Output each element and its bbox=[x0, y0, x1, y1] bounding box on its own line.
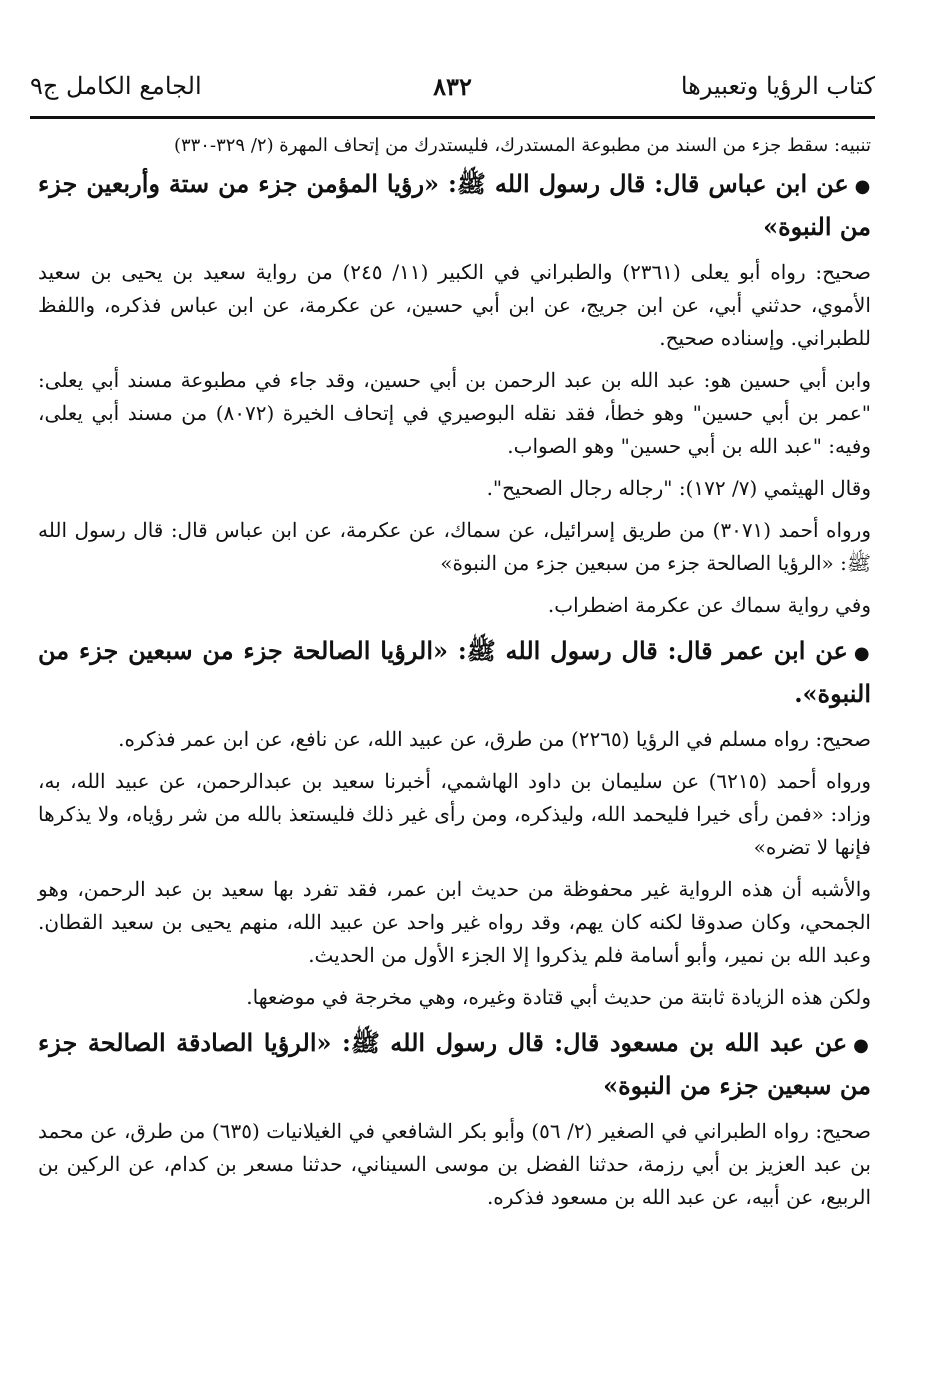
hadith-paragraph bbox=[38, 164, 871, 247]
commentary-paragraph bbox=[38, 514, 871, 580]
running-header bbox=[30, 66, 875, 110]
paragraph-text: صحيح: رواه أبو يعلى (٢٣٦١) والطبراني في الكبير (١١/ ٢٤٥) من رواية سعيد بن يحيى بن سعيد الأموي، حدثني أبي، عن ابن جريج، عن ابن أبي حسين، عن عكرمة، عن ابن عباس فذكره، واللفظ للطبراني. وإسناده صحيح. bbox=[38, 260, 871, 350]
bullet-icon: ● bbox=[853, 1035, 871, 1056]
hadith-paragraph bbox=[38, 631, 871, 714]
paragraph-text: ورواه أحمد (٣٠٧١) من طريق إسرائيل، عن سماك، عن عكرمة، عن ابن عباس قال: قال رسول الله ﷺ: «الرؤيا الصالحة جزء من سبعين جزء من النبوة» bbox=[38, 518, 871, 575]
paragraph-text: عن عبد الله بن مسعود قال: قال رسول الله ﷺ: «الرؤيا الصادقة الصالحة جزء من سبعين جزء من النبوة» bbox=[38, 1028, 871, 1100]
page-number: ٨٣٢ bbox=[433, 72, 472, 101]
book-title: كتاب الرؤيا وتعبيرها bbox=[680, 72, 875, 100]
note-paragraph bbox=[38, 132, 871, 160]
commentary-paragraph bbox=[38, 873, 871, 972]
paragraph-text: ولكن هذه الزيادة ثابتة من حديث أبي قتادة وغيره، وهي مخرجة في موضعها. bbox=[246, 985, 871, 1009]
commentary-paragraph bbox=[38, 723, 871, 756]
paragraph-text: ورواه أحمد (٦٢١٥) عن سليمان بن داود الهاشمي، أخبرنا سعيد بن عبدالرحمن، عن عبيد الله، به، وزاد: «فمن رأى خيرا فليحمد الله، وليذكره، ومن رأى غير ذلك فليستعذ بالله من شر رؤياه، ولا يذكرها فإنها لا تضره» bbox=[38, 769, 871, 859]
page-content bbox=[38, 132, 871, 1223]
paragraph-text: وفي رواية سماك عن عكرمة اضطراب. bbox=[547, 593, 871, 617]
paragraph-text: عن ابن عباس قال: قال رسول الله ﷺ: «رؤيا المؤمن جزء من ستة وأربعين جزء من النبوة» bbox=[38, 169, 871, 241]
bullet-icon: ● bbox=[853, 643, 871, 664]
commentary-paragraph bbox=[38, 364, 871, 463]
paragraph-text: وابن أبي حسين هو: عبد الله بن عبد الرحمن بن أبي حسين، وقد جاء في مطبوعة مسند أبي يعلى: "عمر بن أبي حسين" وهو خطأ، فقد نقله البوصيري في إتحاف الخيرة (٨٠٧٢) من مسند أبي يعلى، وفيه: "عبد الله بن أبي حسين" وهو الصواب. bbox=[38, 368, 871, 458]
hadith-paragraph bbox=[38, 1023, 871, 1106]
paragraph-text: عن ابن عمر قال: قال رسول الله ﷺ: «الرؤيا الصالحة جزء من سبعين جزء من النبوة». bbox=[38, 636, 871, 708]
commentary-paragraph bbox=[38, 256, 871, 355]
paragraph-text: صحيح: رواه مسلم في الرؤيا (٢٢٦٥) من طرق، عن عبيد الله، عن نافع، عن ابن عمر فذكره. bbox=[118, 727, 871, 751]
commentary-paragraph bbox=[38, 589, 871, 622]
volume-label: الجامع الكامل ج٩ bbox=[30, 72, 202, 100]
paragraph-text: تنبيه: سقط جزء من السند من مطبوعة المستدرك، فليستدرك من إتحاف المهرة (٢/ ٣٢٩-٣٣٠) bbox=[173, 135, 871, 156]
paragraph-text: وقال الهيثمي (٧/ ١٧٢): "رجاله رجال الصحيح". bbox=[486, 476, 871, 500]
commentary-paragraph bbox=[38, 765, 871, 864]
paragraph-text: والأشبه أن هذه الرواية غير محفوظة من حديث ابن عمر، فقد تفرد بها سعيد بن عبد الرحمن، وهو الجمحي، وكان صدوقا لكنه كان يهم، وقد رواه غير واحد عن عبيد الله، منهم يحيى بن سعيد القطان. وعبد الله بن نمير، وأبو أسامة فلم يذكروا إلا الجزء الأول من الحديث. bbox=[38, 877, 871, 967]
header-rule bbox=[30, 116, 875, 119]
bullet-icon: ● bbox=[854, 176, 871, 197]
commentary-paragraph bbox=[38, 472, 871, 505]
paragraph-text: صحيح: رواه الطبراني في الصغير (٢/ ٥٦) وأبو بكر الشافعي في الغيلانيات (٦٣٥) من طرق، عن محمد بن عبد العزيز بن أبي رزمة، حدثنا الفضل بن موسى السيناني، حدثنا مسعر بن كدام، عن الركين بن الربيع، عن أبيه، عن عبد الله بن مسعود فذكره. bbox=[38, 1119, 871, 1209]
commentary-paragraph bbox=[38, 1115, 871, 1214]
commentary-paragraph bbox=[38, 981, 871, 1014]
